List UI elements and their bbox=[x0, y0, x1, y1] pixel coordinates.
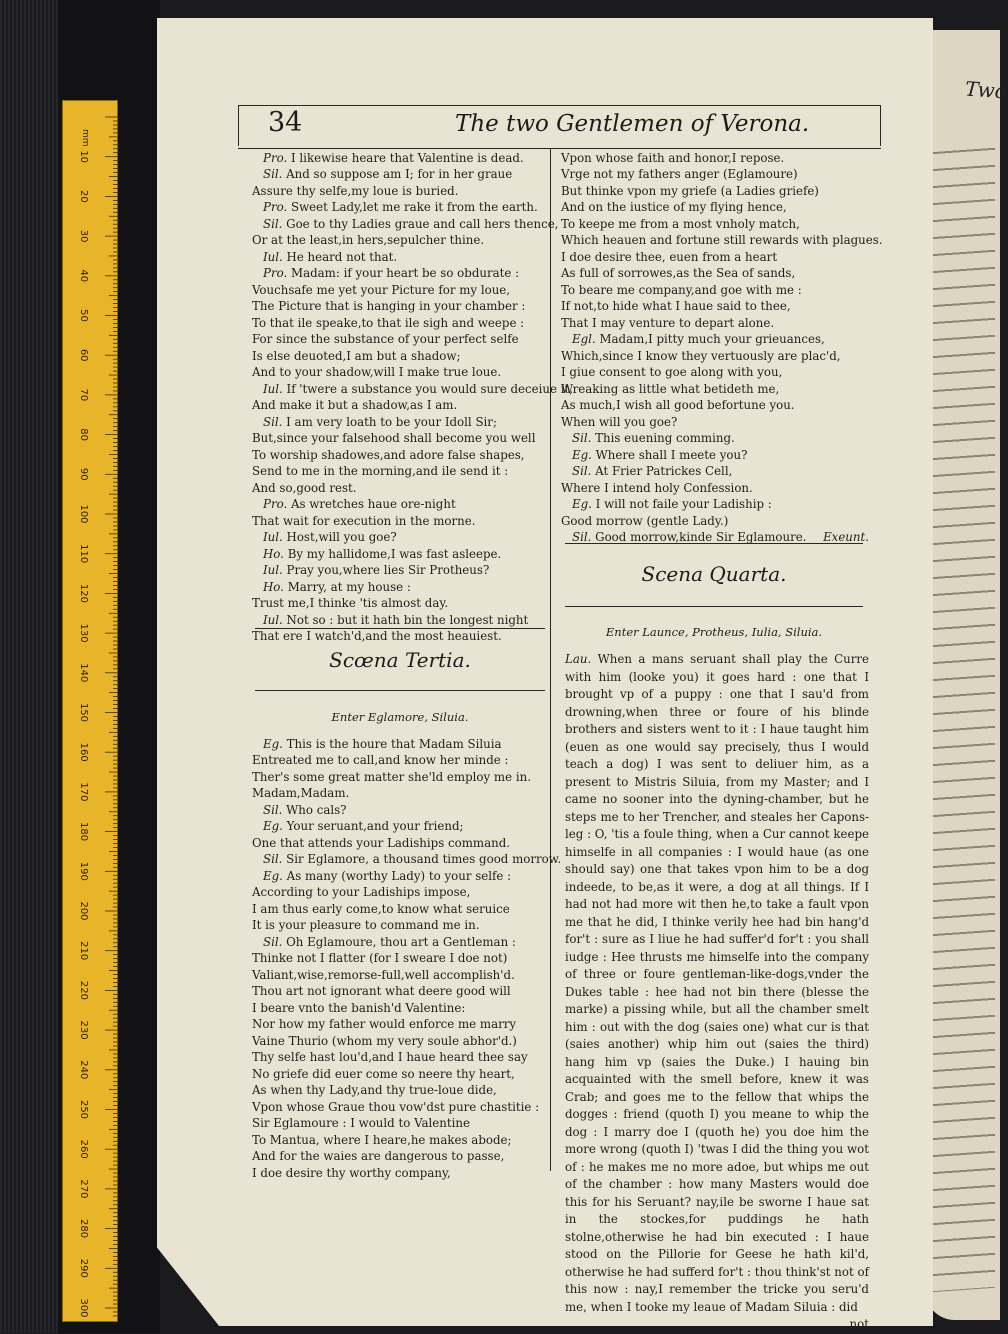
verse-line bbox=[252, 298, 548, 314]
speaker-prefix: Eg. bbox=[263, 819, 283, 834]
speaker-prefix: Sil. bbox=[263, 934, 283, 949]
verse-line bbox=[252, 529, 548, 545]
verse-line bbox=[252, 513, 548, 529]
line-text: I doe desire thee, euen from a heart bbox=[561, 249, 778, 264]
line-text: Goe to thy Ladies graue and call hers thence, bbox=[286, 216, 559, 231]
speaker-prefix: Eg. bbox=[572, 497, 592, 512]
verse-line bbox=[252, 381, 573, 397]
verse-line bbox=[252, 785, 548, 801]
ruler-number: 130 bbox=[78, 623, 89, 643]
line-text: Vpon whose Graue thou vow'dst pure chastitie : bbox=[252, 1099, 540, 1114]
facing-text-block bbox=[931, 138, 995, 1292]
verse-line bbox=[561, 414, 869, 430]
verse-line bbox=[252, 282, 548, 298]
line-text: To that ile speake,to that ile sigh and weepe : bbox=[252, 315, 525, 330]
ruler-number: 210 bbox=[78, 941, 89, 961]
line-text: One that attends your Ladiships command. bbox=[252, 835, 511, 850]
ruler-number: 40 bbox=[78, 269, 89, 283]
verse-line bbox=[252, 818, 548, 834]
line-text: Not so : but it hath bin the longest night bbox=[286, 612, 529, 627]
speaker-prefix: Sil. bbox=[263, 414, 283, 429]
verse-line bbox=[252, 1049, 548, 1065]
verse-line bbox=[561, 315, 869, 331]
line-text: Good morrow,kinde Sir Eglamoure. bbox=[595, 530, 807, 545]
verse-line bbox=[252, 216, 559, 232]
ruler-number: 90 bbox=[78, 467, 89, 481]
verse-line bbox=[561, 331, 869, 347]
header-rule-left bbox=[238, 106, 239, 146]
line-text: That I may venture to depart alone. bbox=[561, 315, 775, 330]
verse-line bbox=[252, 447, 548, 463]
verse-line bbox=[252, 835, 548, 851]
verse-line bbox=[561, 447, 869, 463]
line-text: And so suppose am I; for in her graue bbox=[286, 167, 513, 182]
line-text: To keepe me from a most vnholy match, bbox=[561, 216, 800, 231]
speaker-prefix: Iul. bbox=[263, 563, 283, 578]
verse-line bbox=[561, 249, 869, 265]
verse-line bbox=[561, 199, 869, 215]
verse-line bbox=[252, 967, 548, 983]
ruler-number: 220 bbox=[78, 980, 89, 1000]
verse-line bbox=[252, 901, 548, 917]
ruler-number: 60 bbox=[78, 348, 89, 362]
line-text: Madam: if your heart be so obdurate : bbox=[290, 266, 520, 281]
header-rule-right bbox=[880, 106, 881, 146]
line-text: I giue consent to goe along with you, bbox=[561, 365, 783, 380]
verse-line bbox=[252, 364, 548, 380]
verse-line bbox=[252, 769, 548, 785]
ruler-number: 70 bbox=[78, 388, 89, 402]
line-text: Vpon whose faith and honor,I repose. bbox=[561, 151, 785, 165]
speaker-prefix: Iul. bbox=[263, 249, 283, 264]
line-text: Thinke not I flatter (for I sweare I doe not) bbox=[252, 951, 508, 966]
line-text: As full of sorrowes,as the Sea of sands, bbox=[561, 266, 796, 281]
line-text: Valiant,wise,remorse-full,well accomplish'd. bbox=[252, 967, 515, 982]
verse-line bbox=[252, 1132, 548, 1148]
header-rule-bottom bbox=[238, 148, 881, 149]
speaker-prefix: Sil. bbox=[263, 802, 283, 817]
verse-line bbox=[252, 802, 548, 818]
speaker-prefix: Ho. bbox=[263, 579, 284, 594]
verse-line bbox=[252, 1099, 548, 1115]
speaker-prefix: Eg. bbox=[263, 737, 283, 751]
scene-rule-top-right bbox=[565, 543, 863, 544]
speech-text: When a mans seruant shall play the Curre with him (looke you) it goes hard : one that I brought vp of a puppy : one that I sau'd from drowning,when three or foure of his blinde brothers and sisters went to it : I haue taught him (euen as one would say precisely, thus I would teach a dog) I was sent to deliuer him, as a present to Mistris Siluia, from my Master; and I came no sooner into the dyning-chamber, but he steps me to her Trencher, and steales her Capons-leg : O, 'tis a foule thing, when a Cur cannot keepe himselfe in all companies : I would haue (as one should say) one that takes vpon him to be a dog indeede, to be,as it were, a dog at all things. If I had not had more wit then he,to take a fault vpon me that he did, I thinke verily hee had bin hang'd for't : sure as I liue he had suffer'd for't : you shall iudge : Hee thrusts me himselfe into the company of three or foure gentleman-like-dogs,vnder the Dukes table : hee had not bin there (blesse the marke) a pissing while, but all the chamber smelt him : out with the dog (saies one) what cur is that (saies another) whip him out (saies the third) hang him vp (saies the Duke.) I hauing bin acquainted with the smell before, knew it was Crab; and goes me to the fellow that whips the dogges : friend (quoth I) you meane to whip the dog : I marry doe I (quoth he) you doe him the more wrong (quoth I) 'twas I did the thing you wot of : he makes me no more adoe, but whips me out of the chamber : how many Masters would doe this for his Seruant? nay,ile be sworne I haue sat in the stockes,for puddings he hath stolne,otherwise he had bin executed : I haue stood on the Pillorie for Geese he hath kil'd, otherwise he had sufferd for't : thou think'st not of this now : nay,I remember the tricke you seru'd me, when I tooke my leaue of Madam Siluia : did bbox=[565, 652, 869, 1314]
ruler-number: 260 bbox=[78, 1139, 89, 1159]
verse-line bbox=[252, 1148, 548, 1164]
scene-title-quarta: Scena Quarta. bbox=[641, 562, 787, 586]
line-text: Who cals? bbox=[286, 802, 347, 817]
ruler-unit-label: mm bbox=[80, 129, 90, 147]
line-text: When will you goe? bbox=[561, 414, 678, 429]
line-text: Ther's some great matter she'ld employ me in. bbox=[252, 769, 531, 784]
ruler-number: 20 bbox=[78, 190, 89, 203]
verse-line bbox=[252, 628, 548, 644]
ruler-number: 290 bbox=[78, 1258, 89, 1278]
ruler-number: 140 bbox=[78, 663, 89, 683]
line-text: And for the waies are dangerous to passe, bbox=[252, 1149, 505, 1164]
launce-speech bbox=[565, 651, 869, 1331]
verse-line bbox=[252, 934, 548, 950]
verse-line bbox=[252, 612, 548, 628]
measuring-ruler bbox=[62, 100, 118, 1322]
line-text: Good morrow (gentle Lady.) bbox=[561, 513, 729, 528]
left-column-dialogue-bottom bbox=[252, 736, 562, 1181]
speaker-prefix: Pro. bbox=[263, 266, 288, 281]
speaker-prefix: Eg. bbox=[263, 868, 283, 883]
stage-direction-entry-left: Enter Eglamore, Siluia. bbox=[331, 710, 469, 724]
line-text: Is else deuoted,I am but a shadow; bbox=[252, 348, 461, 363]
line-text: I doe desire thy worthy company, bbox=[252, 1165, 451, 1180]
line-text: Send to me in the morning,and ile send it : bbox=[252, 464, 509, 479]
ruler-number: 160 bbox=[78, 742, 89, 762]
scene-title-tertia: Scœna Tertia. bbox=[329, 648, 471, 672]
verse-line bbox=[561, 364, 869, 380]
ruler-number: 230 bbox=[78, 1020, 89, 1040]
verse-line bbox=[252, 868, 548, 884]
speaker-prefix: Eg. bbox=[572, 447, 592, 462]
speaker-prefix: Sil. bbox=[263, 216, 283, 231]
ruler-number: 50 bbox=[78, 309, 89, 322]
facing-running-title: Two bbox=[964, 76, 1008, 104]
verse-line bbox=[252, 983, 548, 999]
scene-rule-bottom-left bbox=[255, 690, 545, 691]
line-text: And so,good rest. bbox=[252, 480, 357, 495]
verse-line bbox=[252, 851, 562, 867]
ruler-number: 150 bbox=[78, 702, 89, 723]
line-text: To worship shadowes,and adore false shapes, bbox=[252, 447, 525, 462]
verse-line bbox=[561, 513, 869, 529]
left-column-dialogue-top bbox=[252, 150, 573, 645]
line-text: And make it but a shadow,as I am. bbox=[252, 398, 458, 413]
line-text: That wait for execution in the morne. bbox=[252, 513, 476, 528]
ruler-number: 240 bbox=[78, 1060, 89, 1080]
running-title: The two Gentlemen of Verona. bbox=[455, 111, 810, 137]
verse-line bbox=[252, 884, 548, 900]
verse-line bbox=[252, 430, 548, 446]
line-text: If not,to hide what I haue said to thee, bbox=[561, 299, 791, 314]
scene-rule-top-left bbox=[255, 628, 545, 629]
line-text: Where I intend holy Confession. bbox=[561, 480, 753, 495]
verse-line bbox=[561, 397, 869, 413]
line-text: At Frier Patrickes Cell, bbox=[595, 464, 733, 479]
verse-line bbox=[252, 331, 548, 347]
ruler-number: 190 bbox=[78, 861, 89, 881]
ruler-scale bbox=[63, 115, 119, 1323]
line-text: Which,since I know they vertuously are plac'd, bbox=[561, 348, 841, 363]
verse-line bbox=[252, 736, 548, 752]
line-text: It is your pleasure to command me in. bbox=[252, 918, 480, 933]
line-text: As much,I wish all good befortune you. bbox=[561, 398, 795, 413]
ruler-number: 280 bbox=[78, 1219, 89, 1239]
line-text: As when thy Lady,and thy true-loue dide, bbox=[252, 1083, 497, 1098]
line-text: This euening comming. bbox=[595, 431, 735, 446]
verse-line bbox=[252, 496, 548, 512]
line-text: But,since your falsehood shall become you well bbox=[252, 431, 536, 446]
scene-rule-bottom-right bbox=[565, 606, 863, 607]
line-text: No griefe did euer come so neere thy heart, bbox=[252, 1066, 515, 1081]
verse-line bbox=[252, 1082, 548, 1098]
ruler-number: 250 bbox=[78, 1099, 89, 1120]
line-text: Or at the least,in hers,sepulcher thine. bbox=[252, 233, 485, 248]
line-text: Which heauen and fortune still rewards with plagues. bbox=[561, 233, 883, 248]
line-text: Where shall I meete you? bbox=[595, 447, 748, 462]
line-text: Sir Eglamoure : I would to Valentine bbox=[252, 1116, 470, 1131]
verse-line bbox=[252, 249, 548, 265]
verse-line bbox=[252, 562, 548, 578]
line-text: Trust me,I thinke 'tis almost day. bbox=[252, 596, 449, 611]
verse-line bbox=[561, 298, 869, 314]
verse-line bbox=[561, 216, 869, 232]
verse-line bbox=[252, 595, 548, 611]
verse-line bbox=[252, 232, 548, 248]
verse-line bbox=[252, 480, 548, 496]
verse-line bbox=[561, 381, 869, 397]
ruler-number: 120 bbox=[78, 583, 89, 603]
line-text: Sweet Lady,let me rake it from the earth. bbox=[290, 200, 538, 215]
line-text: I will not faile your Ladiship : bbox=[595, 497, 772, 512]
ruler-number: 80 bbox=[78, 428, 89, 441]
line-text: I am very loath to be your Idoll Sir; bbox=[286, 414, 497, 429]
speaker-prefix: Sil. bbox=[263, 852, 283, 867]
speaker-prefix: Sil. bbox=[572, 530, 592, 545]
line-text: Madam,I pitty much your grieuances, bbox=[599, 332, 825, 347]
line-text: As wretches haue ore-night bbox=[290, 497, 456, 512]
verse-line bbox=[252, 265, 548, 281]
verse-line bbox=[252, 546, 548, 562]
line-text: For since the substance of your perfect selfe bbox=[252, 332, 519, 347]
stage-direction-entry-right: Enter Launce, Protheus, Iulia, Siluia. bbox=[605, 625, 823, 639]
verse-line bbox=[561, 265, 869, 281]
speaker-prefix: Sil. bbox=[572, 464, 592, 479]
line-text: I likewise heare that Valentine is dead. bbox=[290, 151, 524, 165]
verse-line bbox=[252, 752, 548, 768]
verse-line bbox=[252, 199, 548, 215]
line-text: Oh Eglamoure, thou art a Gentleman : bbox=[286, 934, 516, 949]
ruler-number: 10 bbox=[78, 150, 89, 164]
speaker-prefix: Iul. bbox=[263, 381, 283, 396]
stage-direction-exit: Exeunt. bbox=[823, 530, 869, 545]
verse-line bbox=[561, 183, 869, 199]
verse-line bbox=[561, 282, 869, 298]
verse-line bbox=[252, 1016, 548, 1032]
facing-page bbox=[925, 30, 1008, 1320]
line-text: Madam,Madam. bbox=[252, 786, 350, 801]
verse-line bbox=[252, 1115, 548, 1131]
verse-line bbox=[252, 348, 548, 364]
page-number: 34 bbox=[268, 107, 303, 138]
verse-line bbox=[561, 348, 869, 364]
verse-line bbox=[252, 1033, 548, 1049]
line-text: To beare me company,and goe with me : bbox=[561, 282, 802, 297]
ruler-number: 170 bbox=[78, 782, 89, 802]
line-text: Nor how my father would enforce me marry bbox=[252, 1017, 517, 1032]
line-text: I am thus early come,to know what seruice bbox=[252, 901, 510, 916]
speaker-prefix: Lau. bbox=[565, 652, 592, 666]
line-text: Marry, at my house : bbox=[287, 579, 411, 594]
verse-line bbox=[252, 183, 548, 199]
verse-line bbox=[252, 917, 548, 933]
speaker-prefix: Iul. bbox=[263, 612, 283, 627]
verse-line bbox=[252, 1000, 548, 1016]
line-text: To Mantua, where I heare,he makes abode; bbox=[252, 1132, 512, 1147]
verse-line bbox=[561, 480, 869, 496]
verse-line bbox=[252, 950, 548, 966]
line-text: And on the iustice of my flying hence, bbox=[561, 200, 787, 215]
speaker-prefix: Iul. bbox=[263, 530, 283, 545]
line-text: Entreated me to call,and know her minde : bbox=[252, 753, 509, 768]
verse-line bbox=[252, 414, 548, 430]
line-text: Sir Eglamore, a thousand times good morrow. bbox=[286, 852, 562, 867]
line-text: Vaine Thurio (whom my very soule abhor'd.) bbox=[252, 1033, 517, 1048]
verse-line bbox=[252, 463, 548, 479]
verse-line bbox=[561, 430, 869, 446]
line-text: This is the houre that Madam Siluia bbox=[286, 737, 502, 751]
speaker-prefix: Sil. bbox=[572, 431, 592, 446]
ruler-number: 30 bbox=[78, 229, 89, 243]
line-text: And to your shadow,will I make true loue. bbox=[252, 365, 502, 380]
speaker-prefix: Pro. bbox=[263, 497, 288, 512]
line-text: Vouchsafe me yet your Picture for my loue, bbox=[252, 282, 511, 297]
line-text: That ere I watch'd,and the most heauiest. bbox=[252, 629, 502, 644]
right-column-dialogue-top bbox=[561, 150, 883, 546]
line-text: Thou art not ignorant what deere good will bbox=[252, 984, 511, 999]
line-text: By my hallidome,I was fast asleepe. bbox=[287, 546, 502, 561]
ruler-number: 200 bbox=[78, 901, 89, 921]
verse-line bbox=[561, 463, 869, 479]
binding-cloth bbox=[0, 0, 58, 1333]
line-text: According to your Ladiships impose, bbox=[252, 885, 471, 900]
line-text: As many (worthy Lady) to your selfe : bbox=[286, 868, 512, 883]
line-text: If 'twere a substance you would sure deceiue it, bbox=[286, 381, 573, 396]
verse-line bbox=[561, 150, 869, 166]
speaker-prefix: Sil. bbox=[263, 167, 283, 182]
line-text: He heard not that. bbox=[286, 249, 398, 264]
verse-line bbox=[561, 232, 883, 248]
line-text: Vrge not my fathers anger (Eglamoure) bbox=[561, 167, 798, 182]
verse-line bbox=[252, 579, 548, 595]
line-text: Host,will you goe? bbox=[286, 530, 397, 545]
line-text: Wreaking as little what betideth me, bbox=[561, 381, 780, 396]
line-text: Assure thy selfe,my loue is buried. bbox=[252, 183, 459, 198]
catchword: not bbox=[849, 1317, 869, 1331]
verse-line bbox=[252, 150, 548, 166]
verse-line bbox=[252, 166, 548, 182]
ruler-number: 180 bbox=[78, 822, 89, 842]
line-text: I beare vnto the banish'd Valentine: bbox=[252, 1000, 466, 1015]
line-text: The Picture that is hanging in your chamber : bbox=[252, 299, 526, 314]
verse-line bbox=[252, 315, 548, 331]
line-text: Pray you,where lies Sir Protheus? bbox=[286, 563, 490, 578]
line-text: Thy selfe hast lou'd,and I haue heard thee say bbox=[252, 1050, 528, 1065]
verse-line bbox=[561, 166, 869, 182]
ruler-number: 110 bbox=[78, 544, 89, 564]
verse-line bbox=[252, 397, 548, 413]
ruler-number: 270 bbox=[78, 1179, 89, 1199]
verse-line bbox=[252, 1165, 548, 1181]
verse-line bbox=[252, 1066, 548, 1082]
ruler-number: 300 bbox=[78, 1298, 89, 1318]
line-text: Your seruant,and your friend; bbox=[286, 819, 464, 834]
ruler-number: 100 bbox=[78, 504, 89, 524]
speaker-prefix: Pro. bbox=[263, 151, 288, 165]
speaker-prefix: Ho. bbox=[263, 546, 284, 561]
line-text: But thinke vpon my griefe (a Ladies griefe) bbox=[561, 183, 819, 198]
speaker-prefix: Egl. bbox=[572, 332, 596, 347]
column-divider bbox=[550, 148, 551, 1171]
verse-line bbox=[561, 496, 869, 512]
speaker-prefix: Pro. bbox=[263, 200, 288, 215]
